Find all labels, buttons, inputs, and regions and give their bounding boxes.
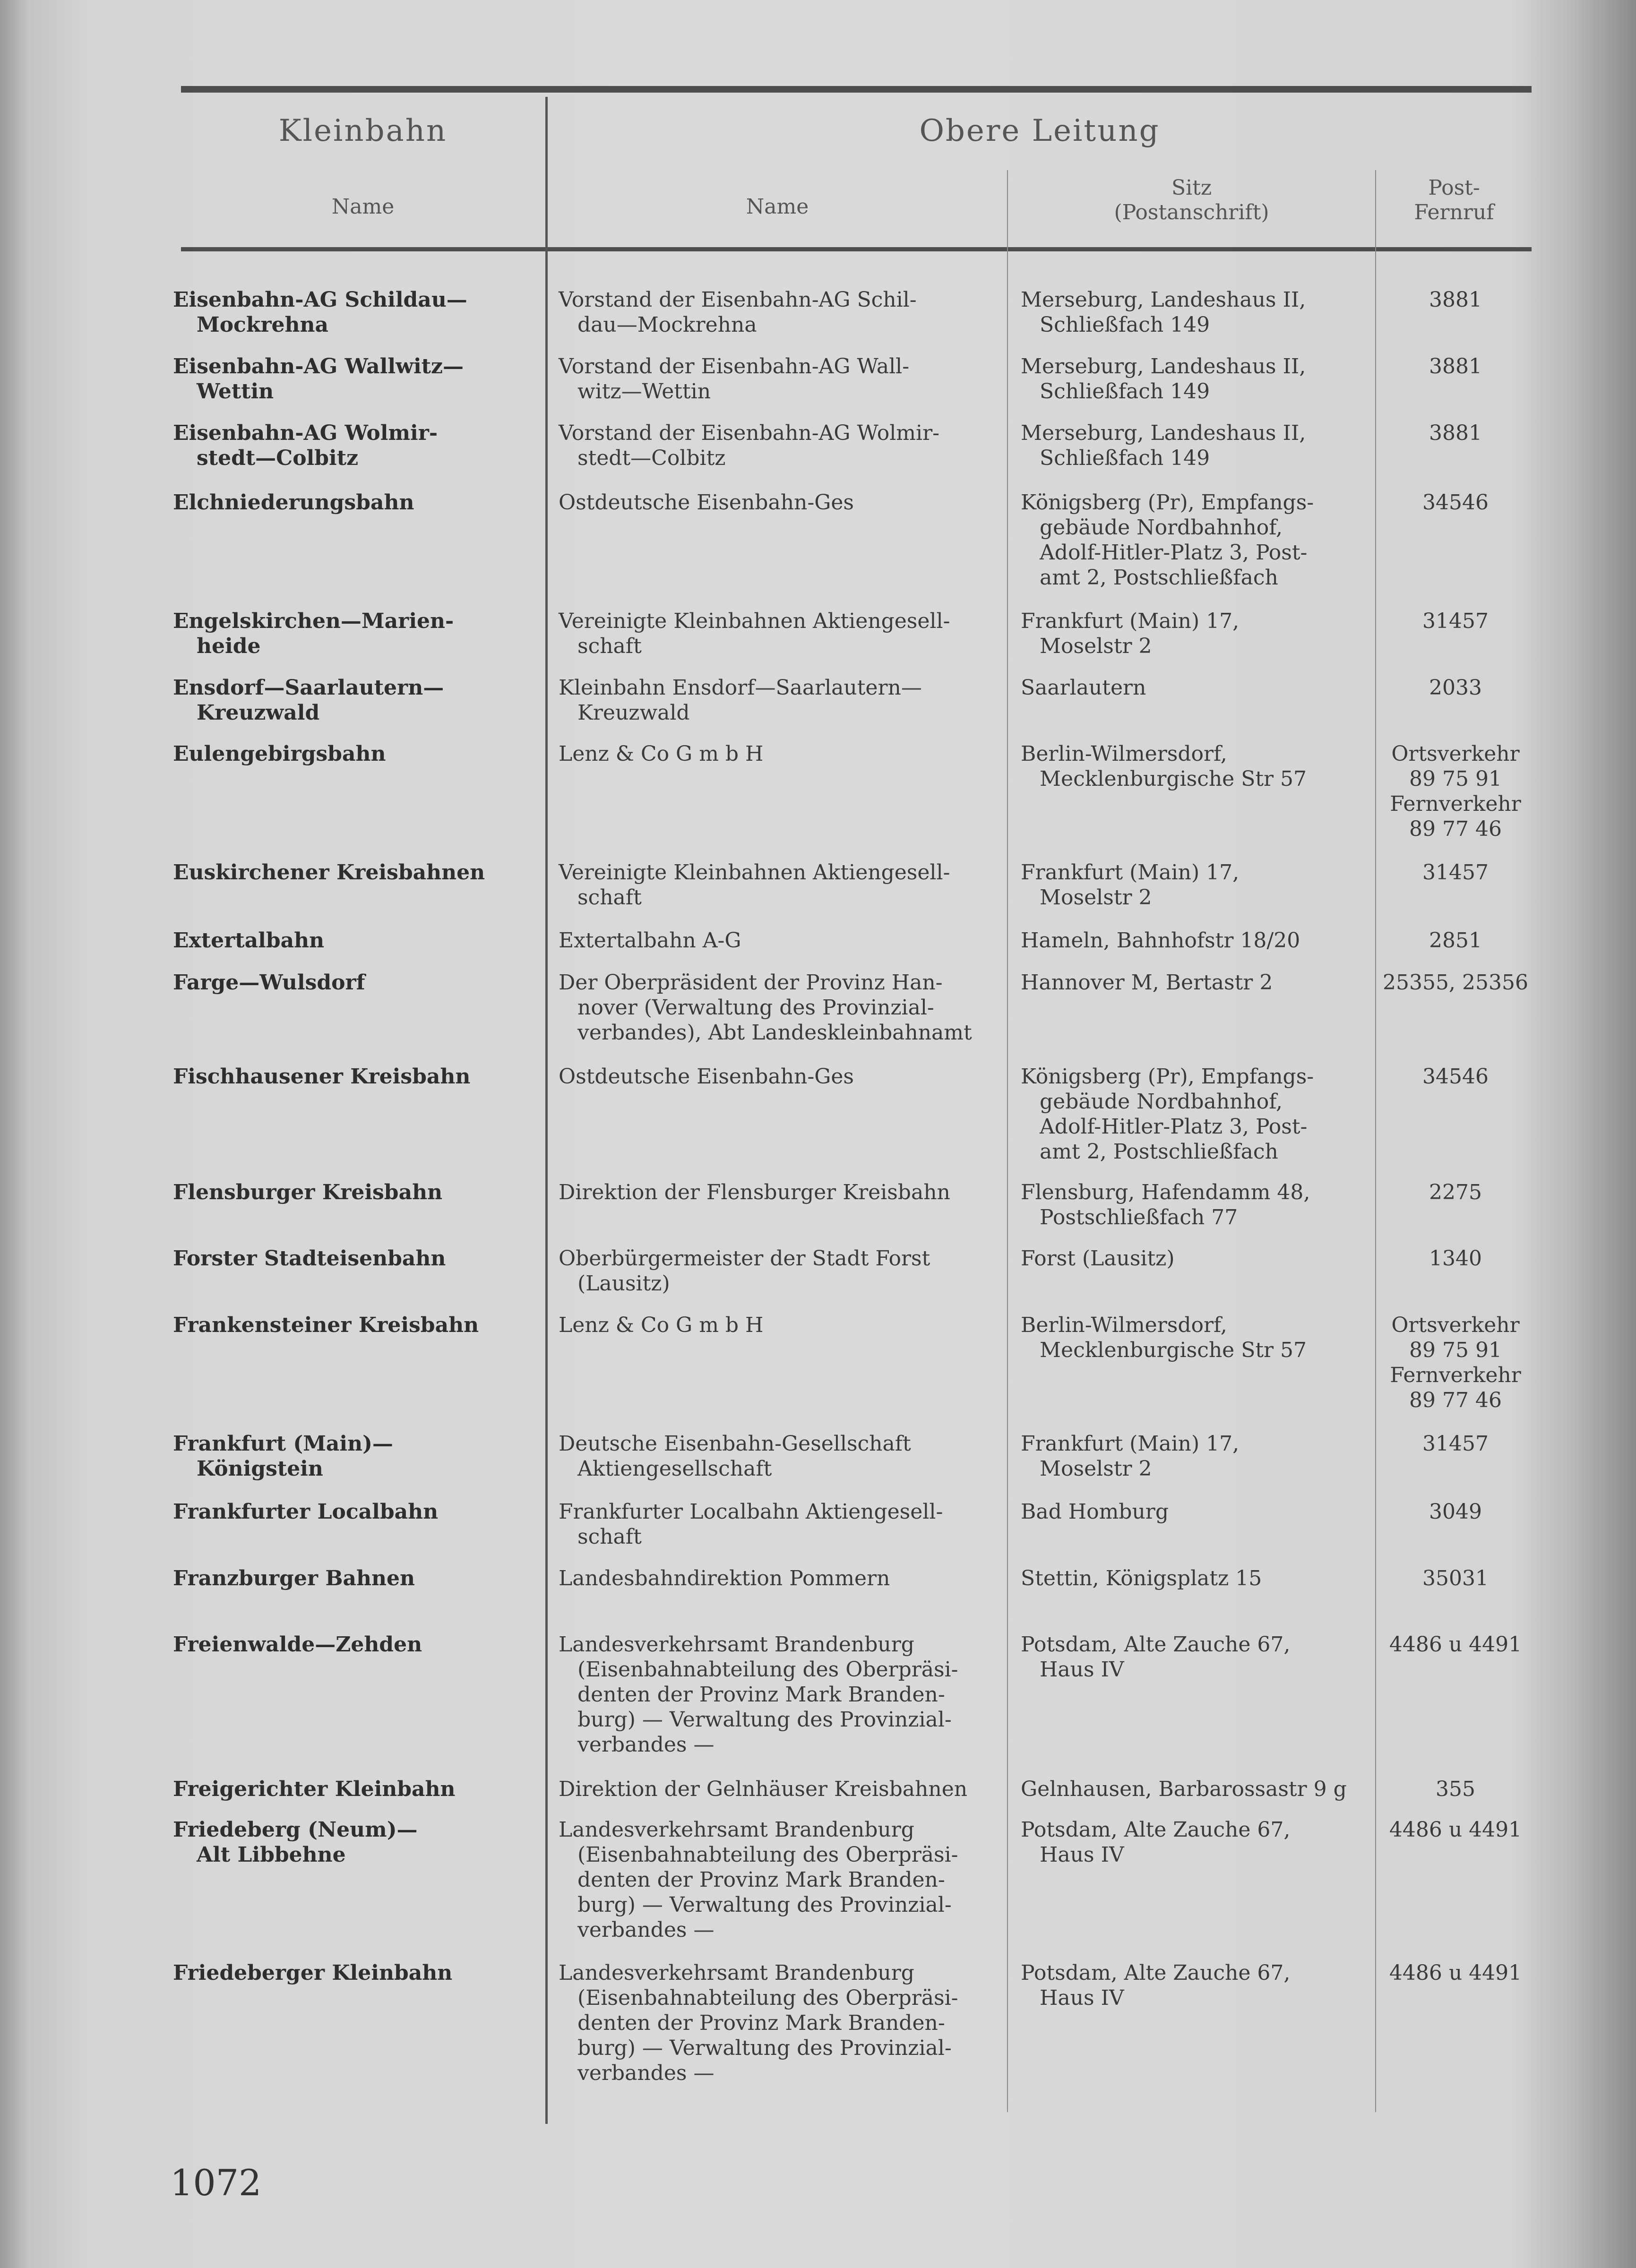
fernruf-number xyxy=(1380,1499,1531,1524)
kleinbahn-name xyxy=(173,1064,470,1089)
header-name-kleinbahn: Name xyxy=(331,195,395,219)
fernruf-number-line: Ortsverkehr xyxy=(1391,742,1520,766)
header-fernruf xyxy=(1376,176,1532,225)
leitung-name-line: burg) — Verwaltung des Provinzial- xyxy=(577,1708,952,1732)
sitz-address xyxy=(1021,287,1306,337)
sitz-address-line: gebäude Nordbahnhof, xyxy=(1040,515,1283,540)
leitung-name-line: burg) — Verwaltung des Provinzial- xyxy=(577,1893,952,1917)
sitz-address-line: Potsdam, Alte Zauche 67, xyxy=(1021,1632,1291,1657)
sitz-address xyxy=(1021,741,1307,791)
sitz-address-line: Königsberg (Pr), Empfangs- xyxy=(1021,490,1314,515)
leitung-name xyxy=(559,1180,950,1205)
sitz-address xyxy=(1021,490,1314,590)
sitz-address-line: Gelnhausen, Barbarossastr 9 g xyxy=(1021,1777,1347,1801)
leitung-name-line: verbandes), Abt Landeskleinbahnamt xyxy=(577,1021,972,1045)
leitung-name-line: verbandes — xyxy=(577,1918,715,1942)
leitung-name-line: Landesverkehrsamt Brandenburg xyxy=(559,1818,914,1842)
kleinbahn-name xyxy=(173,354,464,404)
fernruf-number xyxy=(1380,1632,1531,1657)
kleinbahn-name-line: Ensdorf—Saarlautern— xyxy=(173,676,444,700)
leitung-name-line: (Eisenbahnabteilung des Oberpräsi- xyxy=(577,1986,958,2010)
leitung-name xyxy=(559,490,854,515)
kleinbahn-name xyxy=(173,1180,442,1205)
sitz-address-line: Schließfach 149 xyxy=(1040,379,1210,404)
leitung-name-line: Lenz & Co G m b H xyxy=(559,1313,764,1337)
leitung-name-line: Landesverkehrsamt Brandenburg xyxy=(559,1632,914,1657)
fernruf-number xyxy=(1380,675,1531,700)
leitung-name-line: witz—Wettin xyxy=(577,379,711,404)
fernruf-number xyxy=(1380,1960,1531,1985)
leitung-name-line: Aktiengesellschaft xyxy=(577,1457,772,1481)
fernruf-number xyxy=(1380,490,1531,515)
kleinbahn-name xyxy=(173,421,438,471)
sitz-address xyxy=(1021,1632,1290,1682)
fernruf-number xyxy=(1380,860,1531,885)
main-column-divider xyxy=(545,97,548,2124)
sitz-address-line: Haus IV xyxy=(1040,1843,1124,1867)
leitung-name-line: Direktion der Gelnhäuser Kreisbahnen xyxy=(559,1777,968,1801)
fernruf-number xyxy=(1380,1246,1531,1271)
sitz-address-line: Adolf-Hitler-Platz 3, Post- xyxy=(1040,541,1308,565)
kleinbahn-name-line: Eisenbahn-AG Wolmir- xyxy=(173,421,438,445)
fernruf-number-line: 2033 xyxy=(1429,676,1482,700)
sitz-address xyxy=(1021,860,1239,910)
leitung-name-line: (Eisenbahnabteilung des Oberpräsi- xyxy=(577,1843,958,1867)
sitz-address-line: Merseburg, Landeshaus II, xyxy=(1021,288,1306,312)
leitung-name-line: Landesbahndirektion Pommern xyxy=(559,1566,890,1590)
sitz-address xyxy=(1021,421,1306,471)
leitung-name-line: denten der Provinz Mark Branden- xyxy=(577,1868,945,1892)
fernruf-number-line: 35031 xyxy=(1422,1566,1489,1590)
kleinbahn-name-line: Frankfurter Localbahn xyxy=(173,1500,439,1524)
sitz-address xyxy=(1021,1817,1290,1867)
header-obere-leitung: Obere Leitung xyxy=(919,113,1160,148)
sitz-address-line: Adolf-Hitler-Platz 3, Post- xyxy=(1040,1115,1308,1139)
leitung-name-line: Landesverkehrsamt Brandenburg xyxy=(559,1961,914,1985)
sitz-address-line: Moselstr 2 xyxy=(1040,885,1152,910)
fernruf-number-line: Fernverkehr xyxy=(1390,792,1521,816)
fernruf-number-line: 3881 xyxy=(1429,288,1482,312)
leitung-name xyxy=(559,1777,967,1802)
kleinbahn-name xyxy=(173,490,414,515)
sitz-address xyxy=(1021,928,1300,953)
leitung-name xyxy=(559,860,950,910)
kleinbahn-name-line: Freigerichter Kleinbahn xyxy=(173,1777,456,1801)
kleinbahn-name xyxy=(173,928,324,953)
fernruf-number-line: 4486 u 4491 xyxy=(1389,1632,1522,1657)
sitz-address-line: Moselstr 2 xyxy=(1040,1457,1152,1481)
kleinbahn-name xyxy=(173,1960,452,1985)
sitz-address-line: Hannover M, Bertastr 2 xyxy=(1021,971,1273,995)
leitung-name-line: Kreuzwald xyxy=(577,701,690,725)
sitz-address xyxy=(1021,1777,1347,1802)
kleinbahn-name-line: Eisenbahn-AG Schildau— xyxy=(173,288,467,312)
sitz-address xyxy=(1021,1246,1175,1271)
sitz-address-line: Königsberg (Pr), Empfangs- xyxy=(1021,1065,1314,1089)
leitung-name-line: Extertalbahn A-G xyxy=(559,928,741,953)
fernruf-number-line: 2275 xyxy=(1429,1180,1482,1204)
leitung-name-line: denten der Provinz Mark Branden- xyxy=(577,2011,945,2035)
kleinbahn-name-line: Frankfurt (Main)— xyxy=(173,1432,393,1456)
kleinbahn-name xyxy=(173,1246,446,1271)
sitz-address-line: Frankfurt (Main) 17, xyxy=(1021,860,1240,885)
page-number: 1072 xyxy=(170,2162,262,2204)
leitung-name xyxy=(559,354,909,404)
fernruf-number-line: 4486 u 4491 xyxy=(1389,1818,1522,1842)
leitung-name-line: Direktion der Flensburger Kreisbahn xyxy=(559,1180,950,1204)
leitung-name xyxy=(559,675,922,725)
kleinbahn-name-line: Eulengebirgsbahn xyxy=(173,742,386,766)
kleinbahn-name-line: Königstein xyxy=(197,1457,323,1481)
leitung-name-line: stedt—Colbitz xyxy=(577,446,726,470)
sitz-address xyxy=(1021,1960,1290,2010)
leitung-name-line: Der Oberpräsident der Provinz Han- xyxy=(559,971,943,995)
kleinbahn-name xyxy=(173,970,365,995)
leitung-name xyxy=(559,1817,958,1942)
kleinbahn-name-line: Forster Stadteisenbahn xyxy=(173,1246,446,1271)
sitz-address-line: Saarlautern xyxy=(1021,676,1146,700)
header-sitz-line: Sitz xyxy=(1171,176,1212,200)
fernruf-number xyxy=(1380,1566,1531,1591)
sitz-address-line: Forst (Lausitz) xyxy=(1021,1246,1175,1271)
kleinbahn-name-line: Friedeberger Kleinbahn xyxy=(173,1961,453,1985)
leitung-name xyxy=(559,609,950,659)
sitz-address-line: Hameln, Bahnhofstr 18/20 xyxy=(1021,928,1300,953)
sitz-address-line: Frankfurt (Main) 17, xyxy=(1021,609,1240,633)
header-sitz xyxy=(1008,176,1375,225)
fernruf-number-line: 31457 xyxy=(1422,609,1489,633)
fernruf-number-line: 25355, 25356 xyxy=(1383,971,1528,995)
kleinbahn-name-line: Alt Libbehne xyxy=(197,1843,346,1867)
fernruf-number xyxy=(1380,970,1531,995)
kleinbahn-name-line: Frankensteiner Kreisbahn xyxy=(173,1313,479,1337)
kleinbahn-name-line: Extertalbahn xyxy=(173,928,325,953)
leitung-name xyxy=(559,1246,930,1296)
fernruf-number xyxy=(1380,1431,1531,1456)
sitz-address xyxy=(1021,970,1273,995)
sitz-address-line: Haus IV xyxy=(1040,1658,1124,1682)
fernruf-number xyxy=(1380,1817,1531,1842)
fernruf-number-line: 31457 xyxy=(1422,860,1489,885)
fernruf-number xyxy=(1380,287,1531,312)
leitung-name-line: schaft xyxy=(577,634,642,658)
sitz-address-line: Haus IV xyxy=(1040,1986,1124,2010)
fernruf-number xyxy=(1380,741,1531,842)
sitz-address-line: amt 2, Postschließfach xyxy=(1040,1140,1278,1164)
leitung-name-line: verbandes — xyxy=(577,2061,715,2085)
leitung-name xyxy=(559,1431,911,1481)
leitung-name-line: Vorstand der Eisenbahn-AG Wall- xyxy=(559,354,910,378)
leitung-name xyxy=(559,1960,958,2086)
kleinbahn-name xyxy=(173,1817,418,1867)
fernruf-number-line: 89 77 46 xyxy=(1409,817,1502,841)
leitung-name xyxy=(559,287,917,337)
leitung-name-line: Vorstand der Eisenbahn-AG Wolmir- xyxy=(559,421,939,445)
sitz-address-line: Mecklenburgische Str 57 xyxy=(1040,767,1307,791)
leitung-name xyxy=(559,970,972,1045)
sitz-address-line: Merseburg, Landeshaus II, xyxy=(1021,354,1306,378)
leitung-name-line: (Eisenbahnabteilung des Oberpräsi- xyxy=(577,1658,958,1682)
fernruf-number xyxy=(1380,1313,1531,1413)
header-sitz-line: (Postanschrift) xyxy=(1114,200,1269,224)
kleinbahn-name xyxy=(173,1777,456,1802)
sitz-address-line: Frankfurt (Main) 17, xyxy=(1021,1432,1240,1456)
leitung-name xyxy=(559,1566,890,1591)
kleinbahn-name xyxy=(173,609,454,659)
sitz-address-line: amt 2, Postschließfach xyxy=(1040,566,1278,590)
kleinbahn-name-line: Engelskirchen—Marien- xyxy=(173,609,454,633)
kleinbahn-name xyxy=(173,860,485,885)
leitung-name-line: Vereinigte Kleinbahnen Aktiengesell- xyxy=(559,860,950,885)
kleinbahn-name xyxy=(173,741,386,766)
kleinbahn-name-line: Euskirchener Kreisbahnen xyxy=(173,860,485,885)
fernruf-number xyxy=(1380,609,1531,634)
fernruf-number-line: 3049 xyxy=(1429,1500,1482,1524)
fernruf-number-line: 89 75 91 xyxy=(1409,767,1502,791)
sitz-address xyxy=(1021,1431,1239,1481)
sitz-address xyxy=(1021,1064,1314,1164)
kleinbahn-name xyxy=(173,1566,415,1591)
leitung-name-line: burg) — Verwaltung des Provinzial- xyxy=(577,2036,952,2060)
leitung-name-line: Frankfurter Localbahn Aktiengesell- xyxy=(559,1500,943,1524)
fernruf-number-line: 4486 u 4491 xyxy=(1389,1961,1522,1985)
sitz-address-line: Flensburg, Hafendamm 48, xyxy=(1021,1180,1310,1204)
fernruf-number-line: 34546 xyxy=(1422,490,1489,515)
sitz-address-line: Bad Homburg xyxy=(1021,1500,1169,1524)
fernruf-number-line: 34546 xyxy=(1422,1065,1489,1089)
fernruf-number xyxy=(1380,928,1531,953)
kleinbahn-name xyxy=(173,1313,479,1338)
kleinbahn-name-line: Franzburger Bahnen xyxy=(173,1566,415,1590)
leitung-name xyxy=(559,1064,854,1089)
fernruf-number xyxy=(1380,1180,1531,1205)
kleinbahn-name xyxy=(173,1431,393,1481)
fernruf-number xyxy=(1380,354,1531,379)
leitung-name-line: Vereinigte Kleinbahnen Aktiengesell- xyxy=(559,609,950,633)
fernruf-column-divider xyxy=(1375,170,1376,2112)
leitung-name-line: Lenz & Co G m b H xyxy=(559,742,764,766)
kleinbahn-name-line: Fischhausener Kreisbahn xyxy=(173,1065,471,1089)
sitz-address-line: Berlin-Wilmersdorf, xyxy=(1021,742,1227,766)
fernruf-number-line: 1340 xyxy=(1429,1246,1482,1271)
leitung-name-line: Vorstand der Eisenbahn-AG Schil- xyxy=(559,288,917,312)
header-kleinbahn: Kleinbahn xyxy=(278,113,448,148)
leitung-name-line: Oberbürgermeister der Stadt Forst xyxy=(559,1246,930,1271)
sitz-address xyxy=(1021,609,1239,659)
kleinbahn-name xyxy=(173,287,467,337)
sitz-address xyxy=(1021,1499,1169,1524)
leitung-name-line: (Lausitz) xyxy=(577,1271,670,1296)
sitz-address-line: Schließfach 149 xyxy=(1040,446,1210,470)
sitz-address xyxy=(1021,1180,1310,1230)
leitung-name xyxy=(559,741,763,766)
leitung-name-line: verbandes — xyxy=(577,1733,715,1757)
fernruf-number-line: 3881 xyxy=(1429,421,1482,445)
fernruf-number-line: Ortsverkehr xyxy=(1391,1313,1520,1337)
sitz-address xyxy=(1021,1313,1307,1363)
kleinbahn-name-line: Freienwalde—Zehden xyxy=(173,1632,422,1657)
sitz-address xyxy=(1021,1566,1262,1591)
sitz-address xyxy=(1021,675,1146,700)
fernruf-number xyxy=(1380,421,1531,446)
leitung-name-line: Ostdeutsche Eisenbahn-Ges xyxy=(559,490,854,515)
fernruf-number xyxy=(1380,1777,1531,1802)
header-fernruf-line: Fernruf xyxy=(1414,200,1494,224)
fernruf-number-line: 89 77 46 xyxy=(1409,1388,1502,1412)
kleinbahn-name-line: Eisenbahn-AG Wallwitz— xyxy=(173,354,464,378)
sitz-address-line: Potsdam, Alte Zauche 67, xyxy=(1021,1818,1291,1842)
leitung-name-line: nover (Verwaltung des Provinzial- xyxy=(577,996,934,1020)
kleinbahn-name-line: heide xyxy=(197,634,261,658)
leitung-name-line: schaft xyxy=(577,885,642,910)
sitz-address xyxy=(1021,354,1306,404)
sitz-column-divider xyxy=(1007,170,1008,2112)
sitz-address-line: Schließfach 149 xyxy=(1040,313,1210,337)
leitung-name xyxy=(559,928,741,953)
top-rule xyxy=(181,86,1532,93)
fernruf-number-line: 31457 xyxy=(1422,1432,1489,1456)
sitz-address-line: Potsdam, Alte Zauche 67, xyxy=(1021,1961,1291,1985)
kleinbahn-name xyxy=(173,1632,422,1657)
kleinbahn-name-line: Mockrehna xyxy=(197,313,328,337)
kleinbahn-name xyxy=(173,675,444,725)
leitung-name-line: schaft xyxy=(577,1525,642,1549)
kleinbahn-name-line: Friedeberg (Neum)— xyxy=(173,1818,418,1842)
leitung-name-line: Deutsche Eisenbahn-Gesellschaft xyxy=(559,1432,911,1456)
fernruf-number-line: Fernverkehr xyxy=(1390,1363,1521,1387)
header-bottom-rule xyxy=(181,247,1532,251)
fernruf-number xyxy=(1380,1064,1531,1089)
leitung-name xyxy=(559,1499,943,1549)
leitung-name-line: Kleinbahn Ensdorf—Saarlautern— xyxy=(559,676,922,700)
sitz-address-line: gebäude Nordbahnhof, xyxy=(1040,1090,1283,1114)
kleinbahn-name-line: Wettin xyxy=(197,379,274,404)
sitz-address-line: Moselstr 2 xyxy=(1040,634,1152,658)
leitung-name-line: denten der Provinz Mark Branden- xyxy=(577,1683,945,1707)
sitz-address-line: Merseburg, Landeshaus II, xyxy=(1021,421,1306,445)
kleinbahn-name-line: Flensburger Kreisbahn xyxy=(173,1180,443,1204)
kleinbahn-name-line: Farge—Wulsdorf xyxy=(173,971,365,995)
fernruf-number-line: 2851 xyxy=(1429,928,1482,953)
sitz-address-line: Postschließfach 77 xyxy=(1040,1205,1238,1229)
leitung-name xyxy=(559,421,939,471)
leitung-name xyxy=(559,1313,763,1338)
leitung-name xyxy=(559,1632,958,1757)
kleinbahn-name-line: Elchniederungsbahn xyxy=(173,490,414,515)
sitz-address-line: Mecklenburgische Str 57 xyxy=(1040,1338,1307,1362)
header-name-leitung: Name xyxy=(746,195,809,219)
kleinbahn-name xyxy=(173,1499,438,1524)
leitung-name-line: Ostdeutsche Eisenbahn-Ges xyxy=(559,1065,854,1089)
sitz-address-line: Berlin-Wilmersdorf, xyxy=(1021,1313,1227,1337)
fernruf-number-line: 3881 xyxy=(1429,354,1482,378)
kleinbahn-name-line: stedt—Colbitz xyxy=(197,446,359,470)
sitz-address-line: Stettin, Königsplatz 15 xyxy=(1021,1566,1262,1590)
leitung-name-line: dau—Mockrehna xyxy=(577,313,757,337)
kleinbahn-name-line: Kreuzwald xyxy=(197,701,320,725)
fernruf-number-line: 355 xyxy=(1436,1777,1475,1801)
fernruf-number-line: 89 75 91 xyxy=(1409,1338,1502,1362)
header-fernruf-line: Post- xyxy=(1428,176,1480,200)
